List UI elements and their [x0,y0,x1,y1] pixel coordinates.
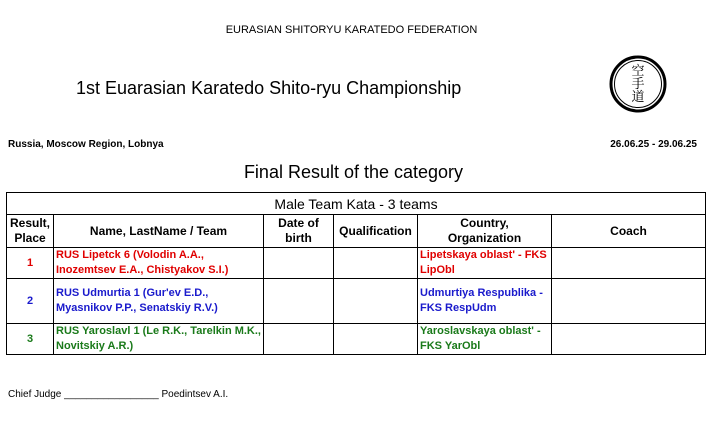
qualification-cell [334,279,418,324]
col-dob-header: Date of birth [264,215,334,248]
event-location: Russia, Moscow Region, Lobnya [8,139,164,150]
organization-cell: Yaroslavskaya oblast' - FKS YarObl [418,324,552,355]
category-name: Male Team Kata - 3 teams [7,193,706,215]
col-coach-header: Coach [552,215,706,248]
col-name-header: Name, LastName / Team [54,215,264,248]
logo-glyph: 手 [631,77,645,92]
qualification-cell [334,248,418,279]
dob-cell [264,279,334,324]
table-row [7,324,706,355]
header-row [7,215,706,248]
place-cell: 1 [7,248,54,279]
team-name-cell: RUS Udmurtia 1 (Gur'ev E.D., Myasnikov P.P., Senatskiy R.V.) [54,279,264,324]
col-result-header: Result, Place [7,215,54,248]
category-row [7,193,706,215]
table-row [7,279,706,324]
qualification-cell [334,324,418,355]
dob-cell [264,324,334,355]
col-country-header: Country, Organization [418,215,552,248]
coach-cell [552,279,706,324]
final-result-title: Final Result of the category [243,162,464,182]
logo-glyph: 道 [631,90,645,105]
place-cell: 3 [7,324,54,355]
results-table [6,192,706,355]
coach-cell [552,324,706,355]
event-dates: 26.06.25 - 29.06.25 [610,139,697,150]
team-name-cell: RUS Yaroslavl 1 (Le R.K., Tarelkin M.K., Novitskiy A.R.) [54,324,264,355]
place-cell: 2 [7,279,54,324]
dob-cell [264,248,334,279]
table-row [7,248,706,279]
col-qualification-header: Qualification [334,215,418,248]
organization-cell: Udmurtiya Respublika - FKS RespUdm [418,279,552,324]
team-name-cell: RUS Lipetck 6 (Volodin A.A., Inozemtsev E.A., Chistyakov S.I.) [54,248,264,279]
federation-name: EURASIAN SHITORYU KARATEDO FEDERATION [225,24,478,36]
karatedo-logo [609,55,667,113]
coach-cell [552,248,706,279]
chief-judge-line: Chief Judge _________________ Poedintsev A.I. [8,389,229,400]
championship-title: 1st Euarasian Karatedo Shito-ryu Championship [76,78,462,98]
logo-glyph: 空 [631,64,645,79]
organization-cell: Lipetskaya oblast' - FKS LipObl [418,248,552,279]
